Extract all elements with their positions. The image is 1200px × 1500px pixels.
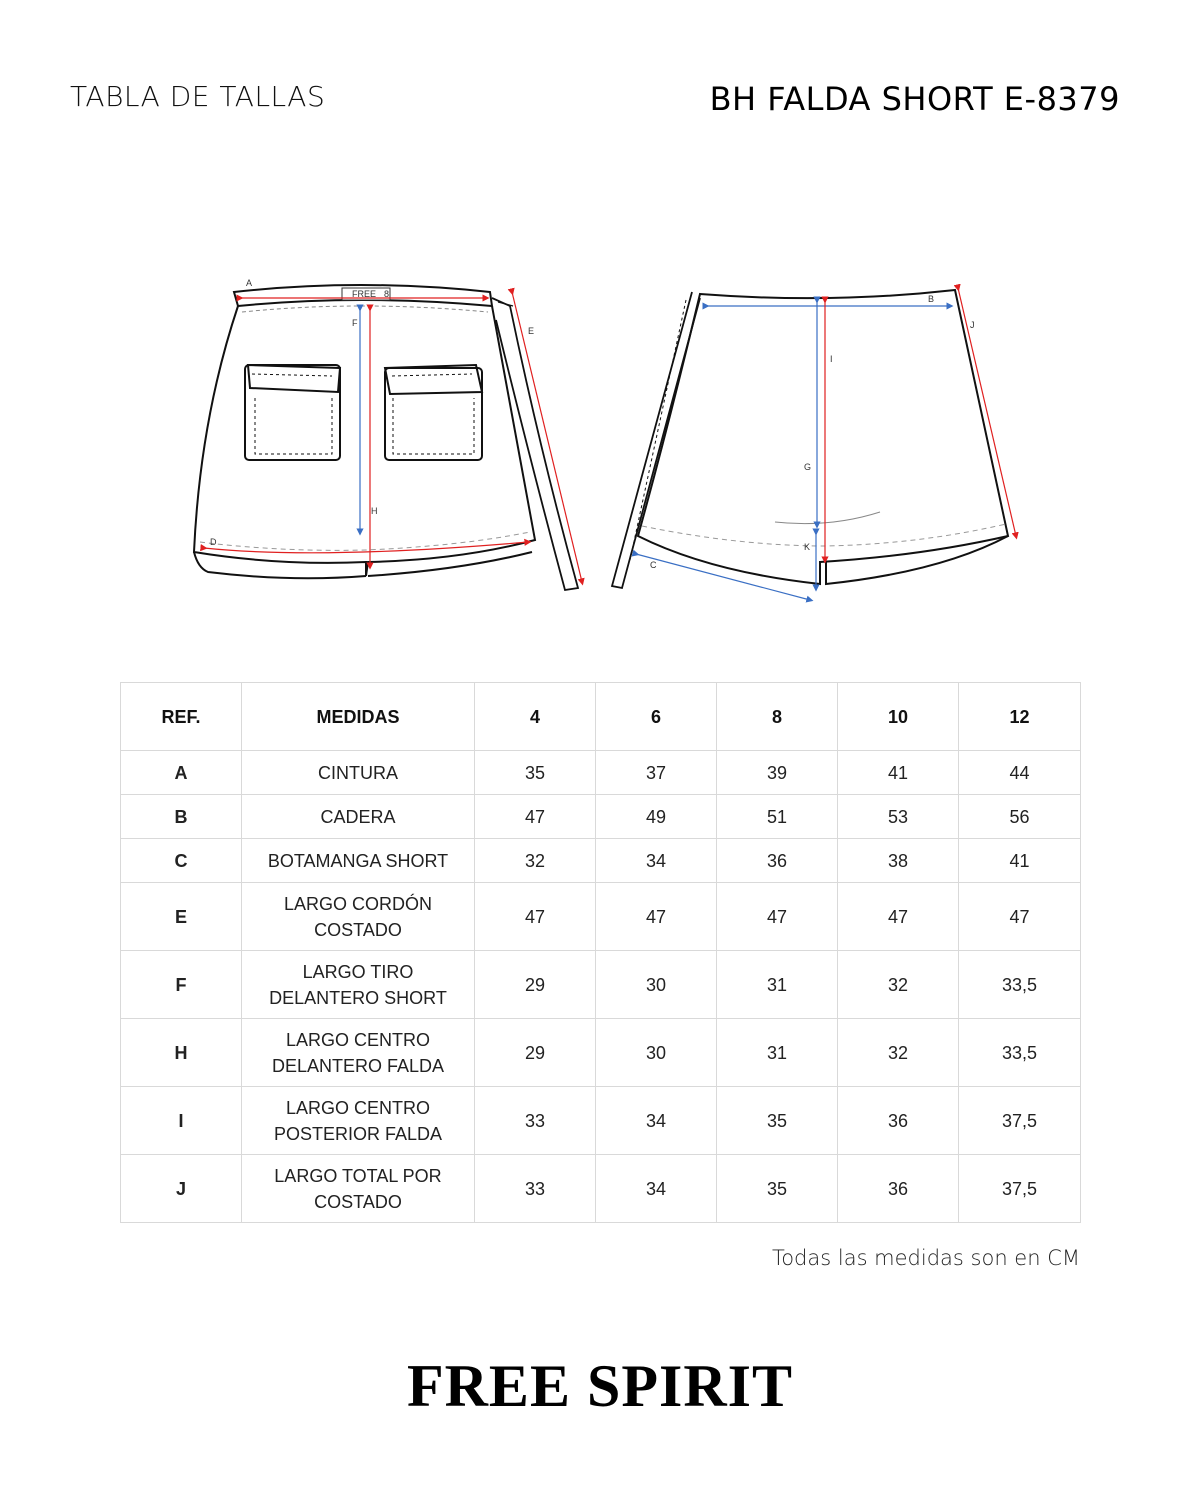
cell-value: 32 bbox=[838, 951, 959, 1019]
cell-value: 29 bbox=[475, 951, 596, 1019]
cell-value: 32 bbox=[475, 839, 596, 883]
cell-medida: LARGO CENTRO DELANTERO FALDA bbox=[242, 1019, 475, 1087]
col-header-ref: REF. bbox=[121, 683, 242, 751]
label-e: E bbox=[528, 326, 535, 336]
cell-value: 47 bbox=[717, 883, 838, 951]
cell-value: 36 bbox=[717, 839, 838, 883]
table-row bbox=[121, 751, 1081, 795]
table-header-row bbox=[121, 683, 1081, 751]
label-a: A bbox=[246, 278, 253, 288]
cell-value: 47 bbox=[596, 883, 717, 951]
col-header-size-4: 4 bbox=[475, 683, 596, 751]
cell-value: 41 bbox=[838, 751, 959, 795]
cell-value: 47 bbox=[838, 883, 959, 951]
cell-value: 31 bbox=[717, 1019, 838, 1087]
table-row bbox=[121, 883, 1081, 951]
cell-ref: H bbox=[121, 1019, 242, 1087]
cell-value: 37,5 bbox=[959, 1155, 1081, 1223]
cell-ref: J bbox=[121, 1155, 242, 1223]
skirt-diagram bbox=[180, 270, 1040, 610]
cell-ref: E bbox=[121, 883, 242, 951]
table-row bbox=[121, 1155, 1081, 1223]
cell-value: 56 bbox=[959, 795, 1081, 839]
cell-value: 35 bbox=[475, 751, 596, 795]
cell-value: 37,5 bbox=[959, 1087, 1081, 1155]
cell-value: 29 bbox=[475, 1019, 596, 1087]
product-title: BH FALDA SHORT E-8379 bbox=[709, 80, 1120, 118]
cell-value: 47 bbox=[475, 795, 596, 839]
cell-value: 33 bbox=[475, 1155, 596, 1223]
cell-value: 33 bbox=[475, 1087, 596, 1155]
cell-value: 35 bbox=[717, 1087, 838, 1155]
cell-ref: F bbox=[121, 951, 242, 1019]
label-c: C bbox=[650, 560, 657, 570]
cell-value: 38 bbox=[838, 839, 959, 883]
tag-text: FREE bbox=[352, 289, 377, 299]
label-j: J bbox=[970, 320, 975, 330]
cell-value: 36 bbox=[838, 1155, 959, 1223]
label-k: K bbox=[804, 542, 811, 552]
cell-ref: I bbox=[121, 1087, 242, 1155]
cell-value: 34 bbox=[596, 1155, 717, 1223]
col-header-size-10: 10 bbox=[838, 683, 959, 751]
cell-medida: CADERA bbox=[242, 795, 475, 839]
cell-value: 41 bbox=[959, 839, 1081, 883]
cell-value: 47 bbox=[475, 883, 596, 951]
front-view bbox=[194, 285, 578, 590]
cell-medida: CINTURA bbox=[242, 751, 475, 795]
cell-value: 34 bbox=[596, 839, 717, 883]
table-row bbox=[121, 1087, 1081, 1155]
cell-value: 36 bbox=[838, 1087, 959, 1155]
cell-medida: LARGO TOTAL POR COSTADO bbox=[242, 1155, 475, 1223]
units-note: Todas las medidas son en CM bbox=[771, 1246, 1080, 1270]
cell-value: 30 bbox=[596, 1019, 717, 1087]
cell-value: 33,5 bbox=[959, 951, 1081, 1019]
label-f: F bbox=[352, 318, 358, 328]
cell-medida: BOTAMANGA SHORT bbox=[242, 839, 475, 883]
cell-medida: LARGO TIRO DELANTERO SHORT bbox=[242, 951, 475, 1019]
cell-ref: B bbox=[121, 795, 242, 839]
cell-value: 34 bbox=[596, 1087, 717, 1155]
col-header-size-12: 12 bbox=[959, 683, 1081, 751]
cell-value: 32 bbox=[838, 1019, 959, 1087]
col-header-medidas: MEDIDAS bbox=[242, 683, 475, 751]
cell-value: 53 bbox=[838, 795, 959, 839]
cell-value: 30 bbox=[596, 951, 717, 1019]
table-row bbox=[121, 1019, 1081, 1087]
col-header-size-8: 8 bbox=[717, 683, 838, 751]
label-g: G bbox=[804, 462, 812, 472]
label-i: I bbox=[830, 354, 833, 364]
tag-size: 8 bbox=[384, 289, 390, 299]
size-table bbox=[120, 682, 1081, 1223]
cell-value: 47 bbox=[959, 883, 1081, 951]
cell-value: 39 bbox=[717, 751, 838, 795]
page-title-left: TABLA DE TALLAS bbox=[70, 80, 326, 113]
col-header-size-6: 6 bbox=[596, 683, 717, 751]
table-row bbox=[121, 951, 1081, 1019]
brand-logo: FREE SPIRIT bbox=[406, 1353, 794, 1419]
label-b: B bbox=[928, 294, 935, 304]
cell-ref: C bbox=[121, 839, 242, 883]
cell-value: 49 bbox=[596, 795, 717, 839]
cell-value: 51 bbox=[717, 795, 838, 839]
table-row bbox=[121, 839, 1081, 883]
cell-value: 35 bbox=[717, 1155, 838, 1223]
cell-value: 44 bbox=[959, 751, 1081, 795]
cell-value: 33,5 bbox=[959, 1019, 1081, 1087]
cell-ref: A bbox=[121, 751, 242, 795]
label-d: D bbox=[210, 537, 217, 547]
label-h: H bbox=[371, 506, 378, 516]
cell-medida: LARGO CENTRO POSTERIOR FALDA bbox=[242, 1087, 475, 1155]
cell-value: 31 bbox=[717, 951, 838, 1019]
cell-value: 37 bbox=[596, 751, 717, 795]
cell-medida: LARGO CORDÓN COSTADO bbox=[242, 883, 475, 951]
table-row bbox=[121, 795, 1081, 839]
